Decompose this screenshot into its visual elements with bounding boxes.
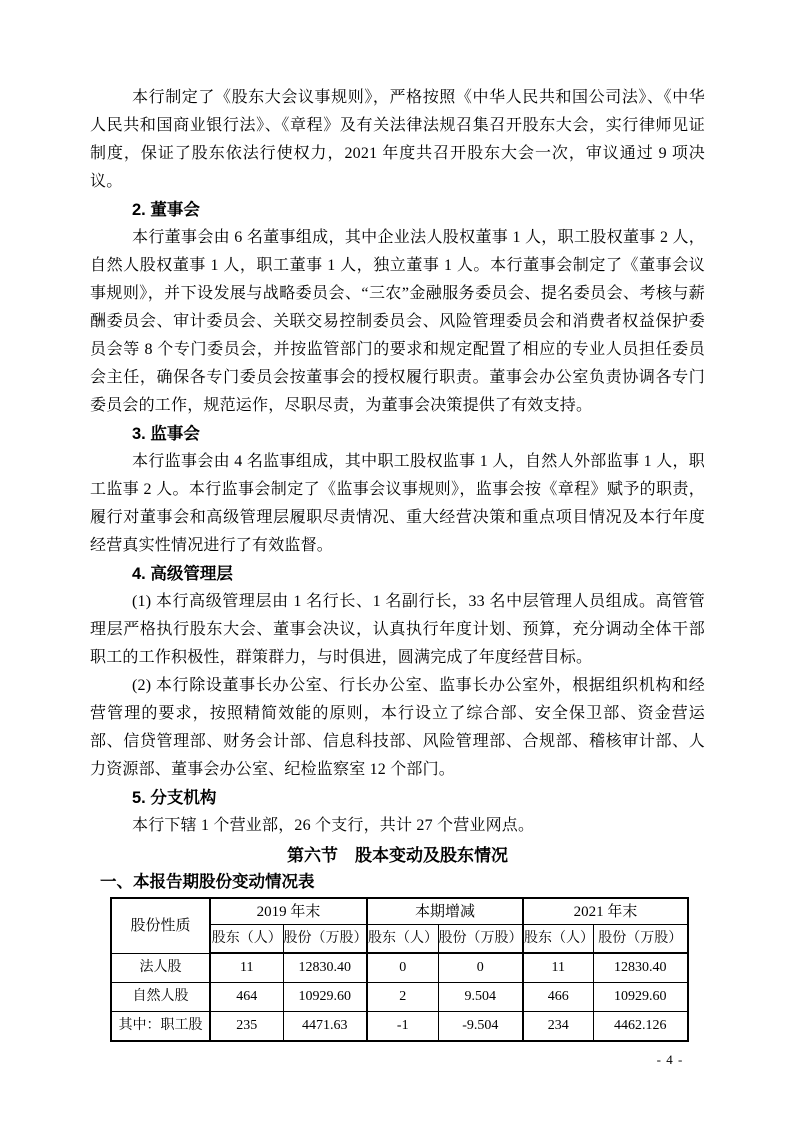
table-row-natural-person-shares: [111, 983, 688, 1012]
senior-management-paragraph-1: (1) 本行高级管理层由 1 名行长、1 名副行长，33 名中层管理人员组成。高管管理层严格执行股东大会、董事会决议，认真执行年度计划、预算，充分调动全体干部职工的工作积极性，群策群力，与时俱进，圆满完成了年度经营目标。: [90, 593, 705, 666]
heading-senior-management: 4. 高级管理层: [132, 565, 233, 583]
cell-holders-change: -1: [367, 1012, 438, 1042]
cell-holders-2019: 235: [210, 1012, 283, 1042]
cell-shares-2021: 12830.40: [593, 953, 688, 983]
group-header-period-change: 本期增减: [367, 898, 523, 925]
chapter-heading-share-changes: 第六节 股本变动及股东情况: [287, 846, 508, 865]
row-label: 法人股: [111, 953, 210, 983]
board-of-supervisors-paragraph: 本行监事会由 4 名监事组成，其中职工股权监事 1 人，自然人外部监事 1 人，职工监事 2 人。本行监事会制定了《监事会议事规则》，监事会按《章程》赋予的职责，履行对董事会和高级管理层履职尽责情况、重大经营决策和重点项目情况及本行年度经营真实性情况进行了有效监督。: [90, 453, 705, 554]
sub-header-shares-change: 股份（万股）: [438, 925, 523, 954]
sub-header-holders-change: 股东（人）: [367, 925, 438, 954]
cell-shares-change: 9.504: [438, 983, 523, 1012]
cell-shares-2021: 4462.126: [593, 1012, 688, 1042]
cell-holders-2019: 11: [210, 953, 283, 983]
page-number: - 4 -: [656, 1052, 684, 1067]
table-row-staff-shares: [111, 1012, 688, 1042]
cell-holders-2021: 234: [523, 1012, 593, 1042]
cell-shares-2019: 4471.63: [283, 1012, 367, 1042]
sub-header-shares-2019: 股份（万股）: [283, 925, 367, 954]
intro-paragraph: 本行制定了《股东大会议事规则》，严格按照《中华人民共和国公司法》、《中华人民共和国商业银行法》、《章程》及有关法律法规召集召开股东大会，实行律师见证制度，保证了股东依法行使权力，2021 年度共召开股东大会一次，审议通过 9 项决议。: [90, 89, 705, 190]
cell-holders-change: 0: [367, 953, 438, 983]
sub-header-holders-2019: 股东（人）: [210, 925, 283, 954]
sub-header-holders-2021: 股东（人）: [523, 925, 593, 954]
share-change-table: [110, 897, 689, 1042]
cell-shares-change: -9.504: [438, 1012, 523, 1042]
heading-board-of-supervisors: 3. 监事会: [132, 425, 200, 443]
cell-shares-change: 0: [438, 953, 523, 983]
sub-header-shares-2021: 股份（万股）: [593, 925, 688, 954]
table-corner-header: 股份性质: [111, 898, 210, 953]
senior-management-paragraph-2: (2) 本行除设董事长办公室、行长办公室、监事长办公室外，根据组织机构和经营管理的要求，按照精简效能的原则，本行设立了综合部、安全保卫部、资金营运部、信贷管理部、财务会计部、信息科技部、风险管理部、合规部、稽核审计部、人力资源部、董事会办公室、纪检监察室 12 个部门。: [90, 677, 705, 778]
board-of-directors-paragraph: 本行董事会由 6 名董事组成，其中企业法人股权董事 1 人，职工股权董事 2 人，自然人股权董事 1 人，职工董事 1 人，独立董事 1 人。本行董事会制定了《董事会议事规则》，并下设发展与战略委员会、“三农”金融服务委员会、提名委员会、考核与薪酬委员会、审计委员会、关联交易控制委员会、风险管理委员会和消费者权益保护委员会等 8 个专门委员会，并按监管部门的要求和规定配置了相应的专业人员担任委员会主任，确保各专门委员会按董事会的授权履行职责。董事会办公室负责协调各专门委员会的工作，规范运作，尽职尽责，为董事会决策提供了有效支持。: [90, 229, 705, 414]
heading-board-of-directors: 2. 董事会: [132, 201, 200, 219]
table-group-header-row: [111, 898, 688, 925]
table-row-legal-person-shares: [111, 953, 688, 983]
branches-paragraph: 本行下辖 1 个营业部，26 个支行，共计 27 个营业网点。: [132, 817, 535, 834]
cell-holders-change: 2: [367, 983, 438, 1012]
heading-branches: 5. 分支机构: [132, 789, 217, 807]
cell-holders-2021: 11: [523, 953, 593, 983]
share-change-table-heading: 一、本报告期股份变动情况表: [100, 873, 315, 891]
cell-shares-2019: 12830.40: [283, 953, 367, 983]
cell-holders-2021: 466: [523, 983, 593, 1012]
group-header-2019: 2019 年末: [210, 898, 367, 925]
group-header-2021: 2021 年末: [523, 898, 688, 925]
row-label: 自然人股: [111, 983, 210, 1012]
cell-shares-2019: 10929.60: [283, 983, 367, 1012]
cell-shares-2021: 10929.60: [593, 983, 688, 1012]
row-label: 其中：职工股: [111, 1012, 210, 1042]
cell-holders-2019: 464: [210, 983, 283, 1012]
